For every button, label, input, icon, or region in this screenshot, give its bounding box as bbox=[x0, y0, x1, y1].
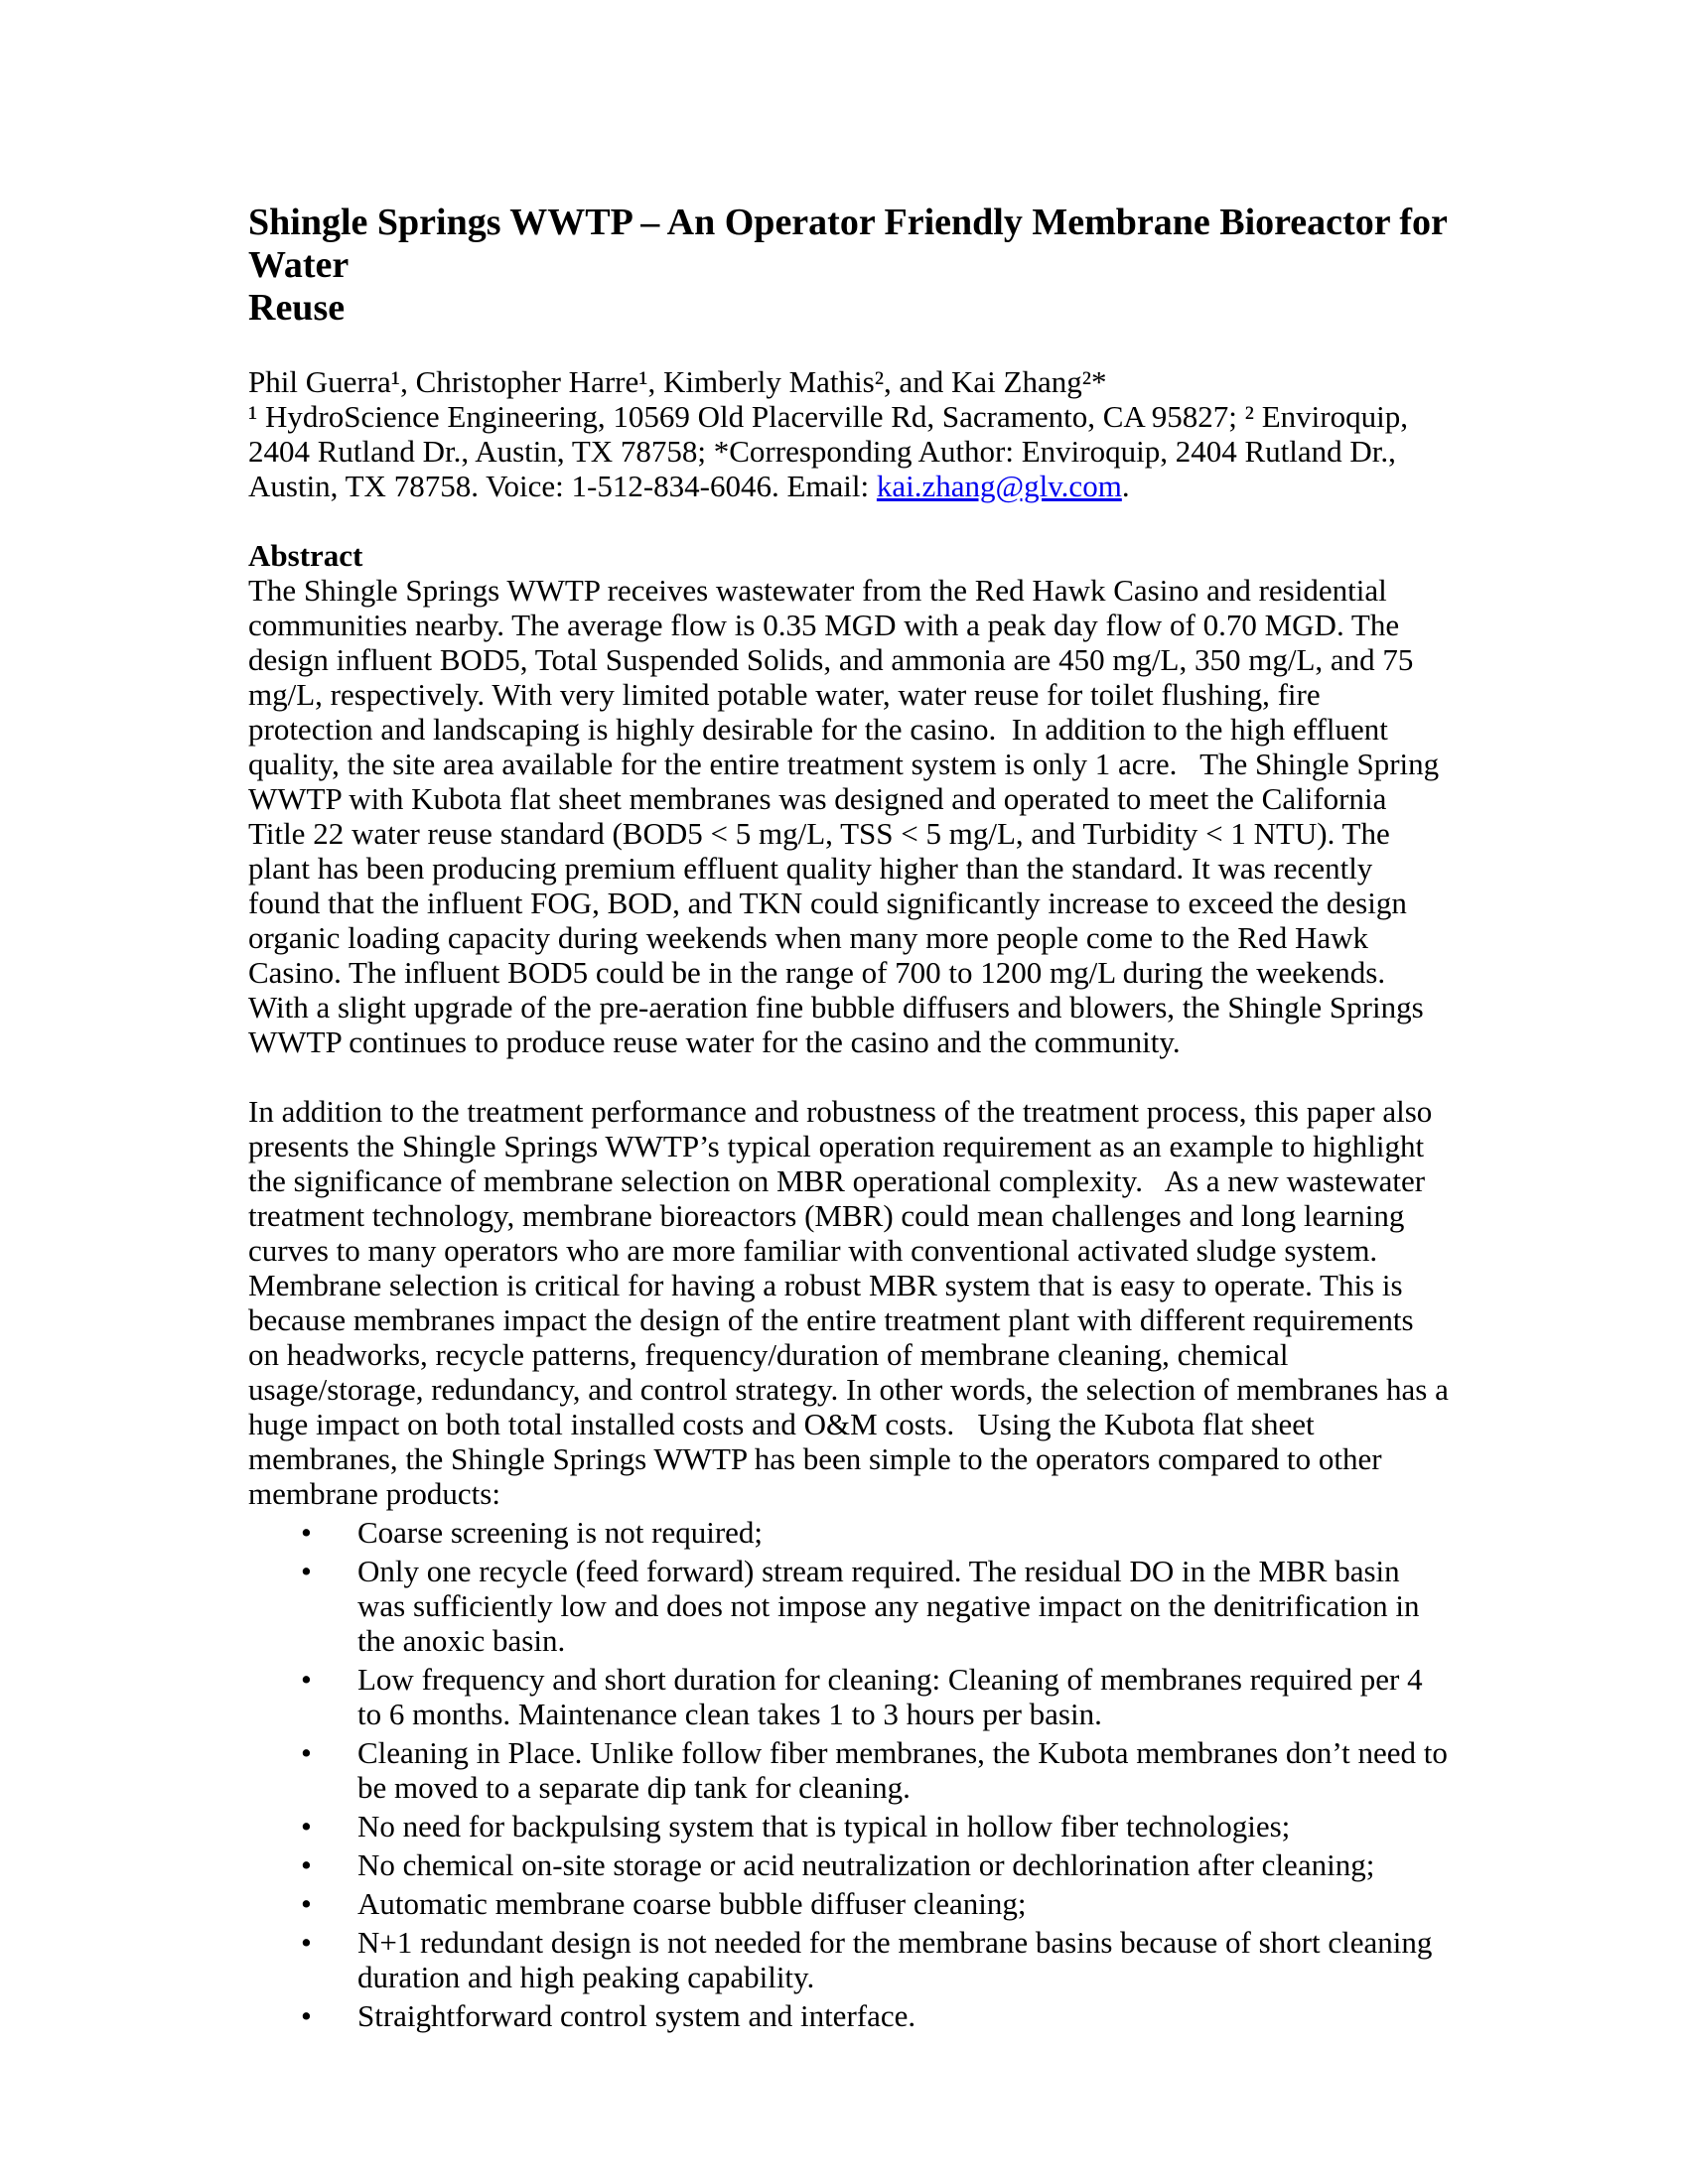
list-item: • Straightforward control system and interface. bbox=[248, 1998, 1450, 2033]
discussion-paragraph: In addition to the treatment performance and robustness of the treatment process, this paper also presents the Shingle Springs WWTP’s typical operation requirement as an example to highlight the significance of membrane selection on MBR operational complexity. As a new wastewater treatment technology, membrane bioreactors (MBR) could mean challenges and long learning curves to many operators who are more familiar with conventional activated sludge system. Membrane selection is critical for having a robust MBR system that is easy to operate. This is because membranes impact the design of the entire treatment plant with different requirements on headworks, recycle patterns, frequency/duration of membrane cleaning, chemical usage/storage, redundancy, and control strategy. In other words, the selection of membranes has a huge impact on both total installed costs and O&M costs. Using the Kubota flat sheet membranes, the Shingle Springs WWTP has been simple to the operators compared to other membrane products: bbox=[248, 1094, 1457, 1511]
feature-list bbox=[248, 1515, 1456, 2033]
list-item: • Cleaning in Place. Unlike follow fiber membranes, the Kubota membranes don’t need to be moved to a separate dip tank for cleaning. bbox=[248, 1735, 1450, 1805]
list-item: • Coarse screening is not required; bbox=[248, 1515, 1450, 1550]
paper-title-line2: Reuse bbox=[248, 287, 346, 329]
paper-title bbox=[248, 202, 1457, 330]
affiliation-text: ¹ HydroScience Engineering, 10569 Old Placerville Rd, Sacramento, CA 95827; ² Enviroquip, 2404 Rutland Dr., Austin, TX 78758; *Corresponding Author: Enviroquip, 2404 Rutland Dr., Austin, TX 78758. Voice: 1-512-834-6046. Email: bbox=[248, 399, 1416, 503]
list-item: • No need for backpulsing system that is typical in hollow fiber technologies; bbox=[248, 1809, 1450, 1843]
list-item: • N+1 redundant design is not needed for the membrane basins because of short cleaning duration and high peaking capability. bbox=[248, 1925, 1450, 1994]
authors-line: Phil Guerra¹, Christopher Harre¹, Kimberly Mathis², and Kai Zhang²* bbox=[248, 364, 1107, 399]
list-item: • Automatic membrane coarse bubble diffuser cleaning; bbox=[248, 1886, 1450, 1921]
paper-title-line1: Shingle Springs WWTP – An Operator Friendly Membrane Bioreactor for Water bbox=[248, 202, 1457, 286]
list-item: • No chemical on-site storage or acid neutralization or dechlorination after cleaning; bbox=[248, 1847, 1450, 1882]
abstract-heading: Abstract bbox=[248, 538, 363, 573]
list-item: • Low frequency and short duration for cleaning: Cleaning of membranes required per 4 to 6 months. Maintenance clean takes 1 to 3 hours per basin. bbox=[248, 1662, 1450, 1731]
list-item: • Only one recycle (feed forward) stream required. The residual DO in the MBR basin was sufficiently low and does not impose any negative impact on the denitrification in the anoxic basin. bbox=[248, 1554, 1450, 1658]
affiliation-period: . bbox=[1121, 469, 1130, 503]
abstract-paragraph: The Shingle Springs WWTP receives wastewater from the Red Hawk Casino and residential communities nearby. The average flow is 0.35 MGD with a peak day flow of 0.70 MGD. The design influent BOD5, Total Suspended Solids, and ammonia are 450 mg/L, 350 mg/L, and 75 mg/L, respectively. With very limited potable water, water reuse for toilet flushing, fire protection and landscaping is highly desirable for the casino. In addition to the high effluent quality, the site area available for the entire treatment system is only 1 acre. The Shingle Spring WWTP with Kubota flat sheet membranes was designed and operated to meet the California Title 22 water reuse standard (BOD5 < 5 mg/L, TSS < 5 mg/L, and Turbidity < 1 NTU). The plant has been producing premium effluent quality higher than the standard. It was recently found that the influent FOG, BOD, and TKN could significantly increase to exceed the design organic loading capacity during weekends when many more people come to the Red Hawk Casino. The influent BOD5 could be in the range of 700 to 1200 mg/L during the weekends. With a slight upgrade of the pre-aeration fine bubble diffusers and blowers, the Shingle Springs WWTP continues to produce reuse water for the casino and the community. bbox=[248, 573, 1447, 1059]
email-link[interactable]: kai.zhang@glv.com bbox=[876, 469, 1122, 503]
affiliation-block bbox=[248, 399, 1450, 503]
